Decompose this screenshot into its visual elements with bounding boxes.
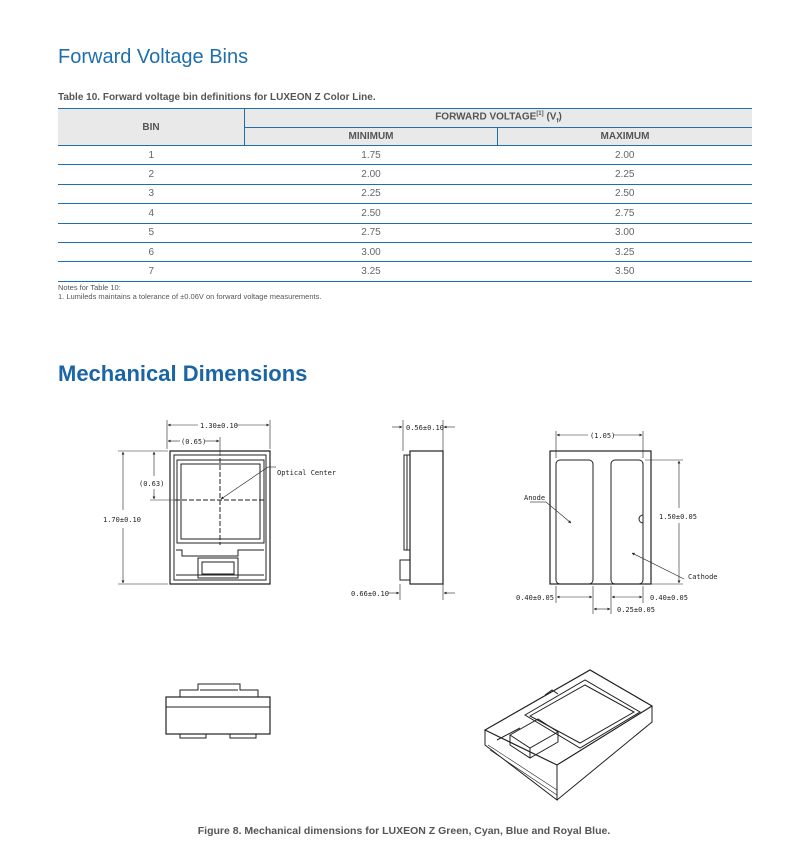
cell-max: 2.25	[498, 165, 753, 184]
cell-min: 1.75	[245, 146, 498, 165]
cell-min: 2.25	[245, 184, 498, 203]
cell-bin: 4	[58, 204, 245, 223]
front-view-drawing	[166, 684, 270, 738]
cell-bin: 1	[58, 146, 245, 165]
cell-min: 2.75	[245, 223, 498, 242]
dim-pad-width-right: 0.40±0.05	[650, 594, 688, 602]
cell-min: 3.25	[245, 262, 498, 281]
note-item: 1. Lumileds maintains a tolerance of ±0.06V on forward voltage measurements.	[58, 292, 322, 301]
cell-min: 3.00	[245, 242, 498, 261]
cell-max: 3.00	[498, 223, 753, 242]
isometric-view-drawing	[485, 670, 652, 800]
notes-title: Notes for Table 10:	[58, 283, 121, 292]
cell-max: 2.75	[498, 204, 753, 223]
cell-bin: 6	[58, 242, 245, 261]
cell-min: 2.00	[245, 165, 498, 184]
cell-max: 2.00	[498, 146, 753, 165]
dim-side-total: 0.66±0.10	[351, 590, 389, 598]
label-cathode: Cathode	[688, 573, 718, 581]
dim-center-y: (0.63)	[139, 480, 165, 488]
header-maximum: MAXIMUM	[498, 128, 753, 146]
dim-height: 1.70±0.10	[103, 516, 141, 524]
dim-pad-gap: 0.25±0.05	[617, 606, 655, 614]
figure-caption: Figure 8. Mechanical dimensions for LUXEON Z Green, Cyan, Blue and Royal Blue.	[197, 825, 611, 837]
cell-bin: 7	[58, 262, 245, 281]
section-title-forward-voltage: Forward Voltage Bins	[58, 46, 249, 68]
dim-pad-pitch: (1.05)	[590, 432, 616, 440]
cell-min: 2.50	[245, 204, 498, 223]
dim-side-thickness: 0.56±0.10	[406, 424, 444, 432]
dim-pad-length: 1.50±0.05	[659, 513, 697, 521]
section-title-mechanical-dimensions: Mechanical Dimensions	[58, 361, 308, 386]
dim-pad-width-left: 0.40±0.05	[516, 594, 554, 602]
header-forward-voltage: FORWARD VOLTAGE[1] $(V_f)$	[245, 109, 753, 128]
dim-center-x: (0.65)	[181, 438, 207, 446]
cell-max: 2.50	[498, 184, 753, 203]
table-caption: Table 10. Forward voltage bin definitions for LUXEON Z Color Line.	[58, 92, 376, 103]
label-anode: Anode	[524, 494, 546, 502]
header-minimum: MINIMUM	[245, 128, 498, 146]
cell-bin: 3	[58, 184, 245, 203]
cell-max: 3.50	[498, 262, 753, 281]
cell-bin: 2	[58, 165, 245, 184]
cell-bin: 5	[58, 223, 245, 242]
dim-top-width: 1.30±0.10	[200, 422, 238, 430]
cell-max: 3.25	[498, 242, 753, 261]
bottom-view-drawing	[530, 431, 684, 614]
label-optical-center: Optical Center	[277, 469, 337, 477]
header-bin: BIN	[58, 109, 245, 146]
side-view-drawing	[388, 420, 455, 600]
